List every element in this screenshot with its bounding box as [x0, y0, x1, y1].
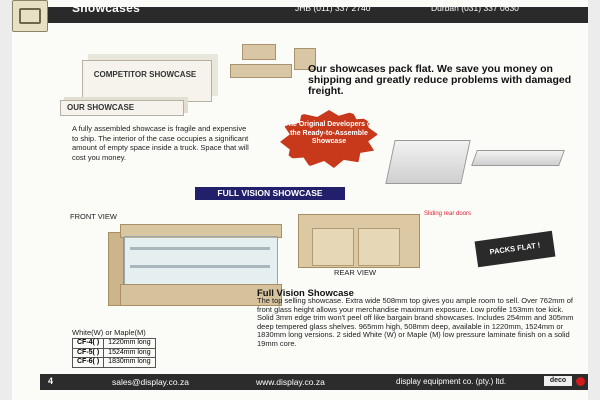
rear-door-left	[312, 228, 354, 266]
email-link[interactable]: sales@display.co.za	[112, 377, 189, 387]
headline: Our showcases pack flat. We save you money on shipping and greatly reduce problems with damaged freight.	[308, 63, 572, 97]
rear-door-right	[358, 228, 400, 266]
our-label: OUR SHOWCASE	[67, 103, 135, 112]
front-view-label: FRONT VIEW	[70, 212, 117, 221]
sliding-doors-note: Sliding rear doors	[424, 211, 472, 217]
competitor-box-illustration	[82, 60, 212, 102]
badge-text: The Original Developers of the Ready-to-Assemble Showcase	[284, 121, 374, 145]
table-row	[73, 358, 156, 368]
showcase-glass	[124, 236, 278, 286]
company-logo: deco	[544, 376, 572, 386]
display-shelf-illustration	[471, 150, 565, 166]
catalog-page	[12, 0, 588, 400]
table-row	[73, 339, 156, 349]
display-case-illustration	[385, 140, 470, 184]
product-description: The top selling showcase. Extra wide 508mm top gives you ample room to sell. Over 762mm of front glass height allows your merchandise maximum exposure. Low profile 153mm toe kick. Solid 3mm edge trim won't peel off like bargain brand showcases. Includes 254mm and 305mm deep tempered glass shelves. 965mm high, 508mm deep, available in 1220mm, 1524mm or 1830mm long versions. 2 sided White (W) or Maple (M) low pressure laminate finish on a solid 19mm core.	[257, 296, 574, 348]
finish-label: White(W) or Maple(M)	[72, 328, 146, 337]
jhb-phone: JHB (011) 337 2740	[295, 3, 371, 13]
table-row	[73, 348, 156, 358]
size-length: 1524mm long	[104, 348, 155, 358]
size-code: CF-5( )	[73, 348, 104, 358]
glass-shelf-upper	[130, 247, 270, 250]
comparison-description: A fully assembled showcase is fragile and expensive to ship. The interior of the case occupies a significant amount of empty space inside a truck. Space that will cost you money.	[72, 124, 249, 162]
size-table	[72, 338, 156, 368]
rear-view-label: REAR VIEW	[334, 268, 377, 277]
product-title: Full Vision Showcase	[257, 288, 354, 299]
company-name: display equipment co. (pty.) ltd.	[396, 377, 507, 386]
packs-flat-badge: PACKS FLAT !	[475, 231, 556, 268]
durban-phone: Durban (031) 337 0630	[431, 3, 519, 13]
size-length: 1220mm long	[104, 339, 155, 349]
size-length: 1830mm long	[104, 358, 155, 368]
size-code: CF-6( )	[73, 358, 104, 368]
catalog-logo-icon	[12, 0, 48, 32]
competitor-label: COMPETITOR SHOWCASE	[93, 70, 197, 79]
glass-shelf-lower	[130, 265, 270, 268]
red-dot-icon	[576, 377, 585, 386]
website-link[interactable]: www.display.co.za	[256, 377, 325, 387]
page-title: Showcases	[72, 1, 141, 15]
page-number: 4	[48, 376, 54, 386]
size-code: CF-4( )	[73, 339, 104, 349]
section-heading: FULL VISION SHOWCASE	[217, 188, 323, 198]
